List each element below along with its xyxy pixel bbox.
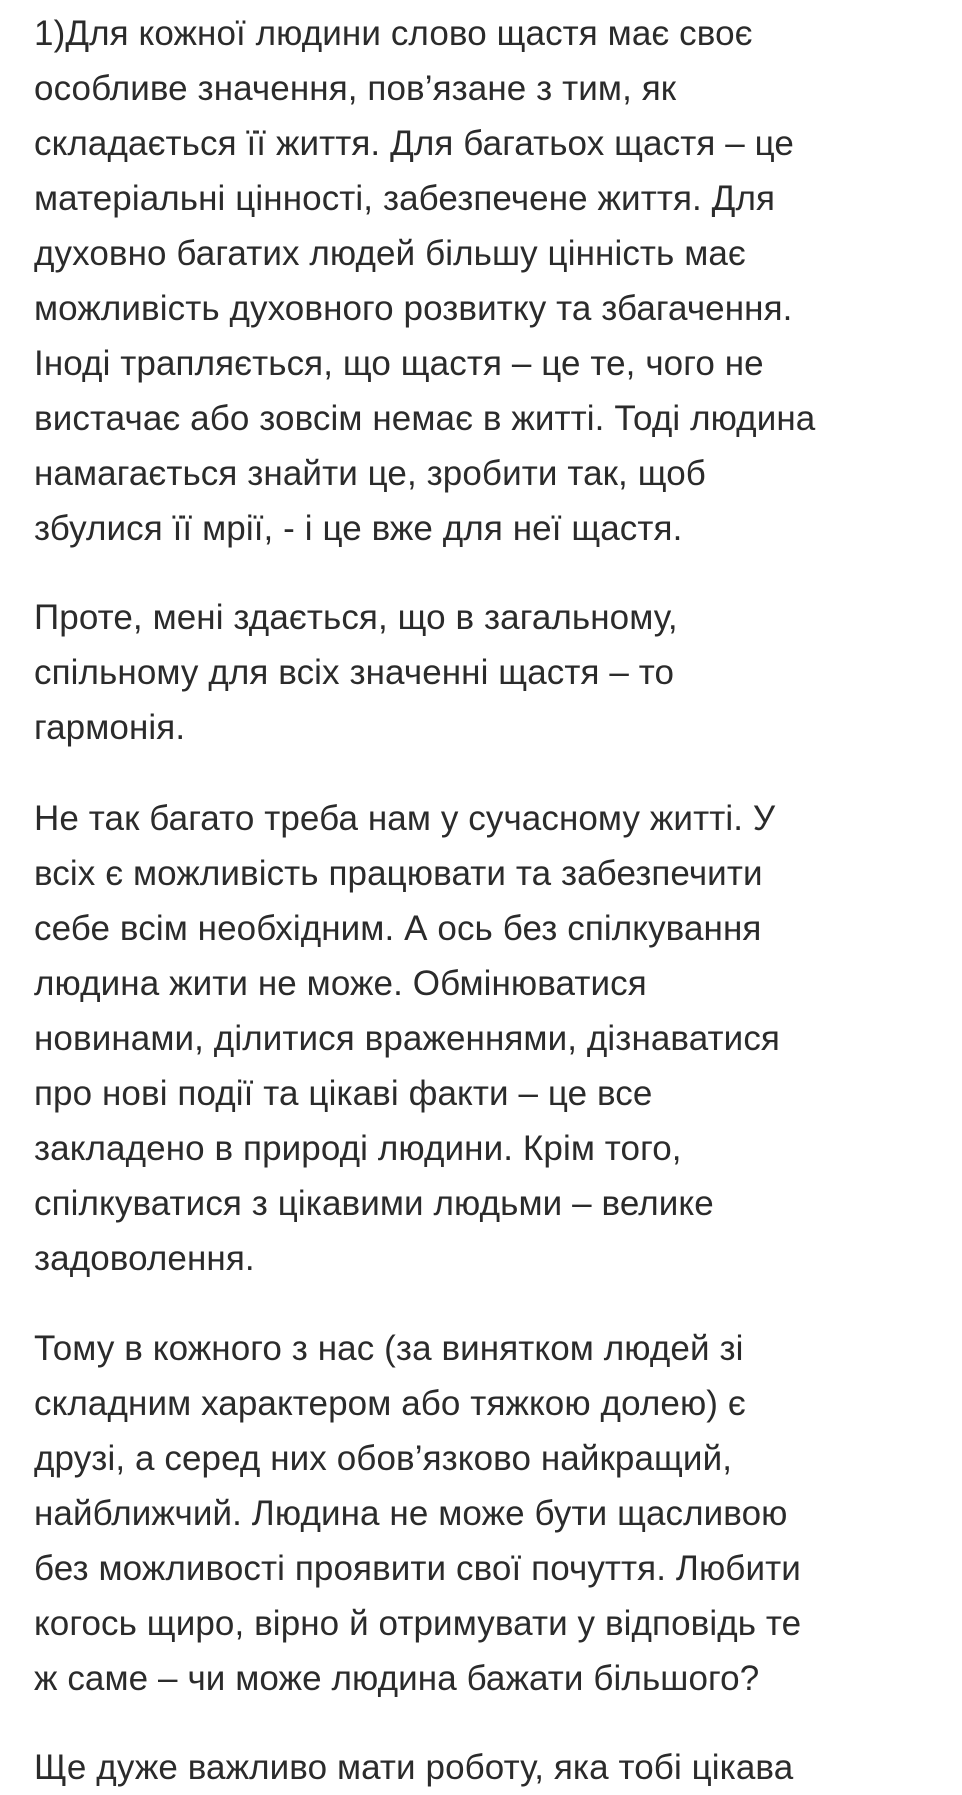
paragraph-2 [34,590,678,755]
text-line: Ще дуже важливо мати роботу, яка тобі цікава [34,1748,794,1787]
text-line: духовно багатих людей більшу цінність має [34,234,746,273]
paragraph-3 [34,791,780,1286]
text-line: спілкуватися з цікавими людьми – велике [34,1184,714,1223]
text-line: всіх є можливість працювати та забезпечити [34,854,763,893]
text-line: збулися її мрії, - і це вже для неї щастя. [34,509,683,548]
text-line: матеріальні цінності, забезпечене життя. Для [34,179,776,218]
text-line: людина жити не може. Обмінюватися [34,964,647,1003]
text-line: особливе значення, пов’язане з тим, як [34,69,677,108]
text-line: складається її життя. Для багатьох щастя – це [34,124,794,163]
text-line: Тому в кожного з нас (за винятком людей зі [34,1329,744,1368]
text-line: когось щиро, вірно й отримувати у відповідь те [34,1604,802,1643]
paragraph-5-cut-off [34,1740,793,1795]
text-line: Проте, мені здається, що в загальному, [34,598,678,637]
text-line: складним характером або тяжкою долею) є [34,1384,746,1423]
text-line: закладено в природі людини. Крім того, [34,1129,682,1168]
paragraph-4 [34,1321,801,1706]
text-line: вистачає або зовсім немає в житті. Тоді людина [34,399,816,438]
text-line: Не так багато треба нам у сучасному житті. У [34,799,776,838]
text-line: без можливості проявити свої почуття. Любити [34,1549,801,1588]
text-line: спільному для всіх значенні щастя – то [34,653,675,692]
text-line: 1)Для кожної людини слово щастя має своє [34,14,753,53]
text-line: про нові події та цікаві факти – це все [34,1074,653,1113]
text-line: найближчий. Людина не може бути щасливою [34,1494,788,1533]
text-line: ж саме – чи може людина бажати більшого? [34,1659,760,1698]
paragraph-1 [34,6,815,556]
text-line: гармонія. [34,708,186,747]
text-line: друзі, а серед них обов’язково найкращий, [34,1439,733,1478]
text-line: можливість духовного розвитку та збагачення. [34,289,793,328]
text-line: задоволення. [34,1239,255,1278]
text-line: себе всім необхідним. А ось без спілкування [34,909,762,948]
text-line: новинами, ділитися враженнями, дізнаватися [34,1019,780,1058]
text-line: Іноді трапляється, що щастя – це те, чого не [34,344,764,383]
text-line: намагається знайти це, зробити так, щоб [34,454,706,493]
